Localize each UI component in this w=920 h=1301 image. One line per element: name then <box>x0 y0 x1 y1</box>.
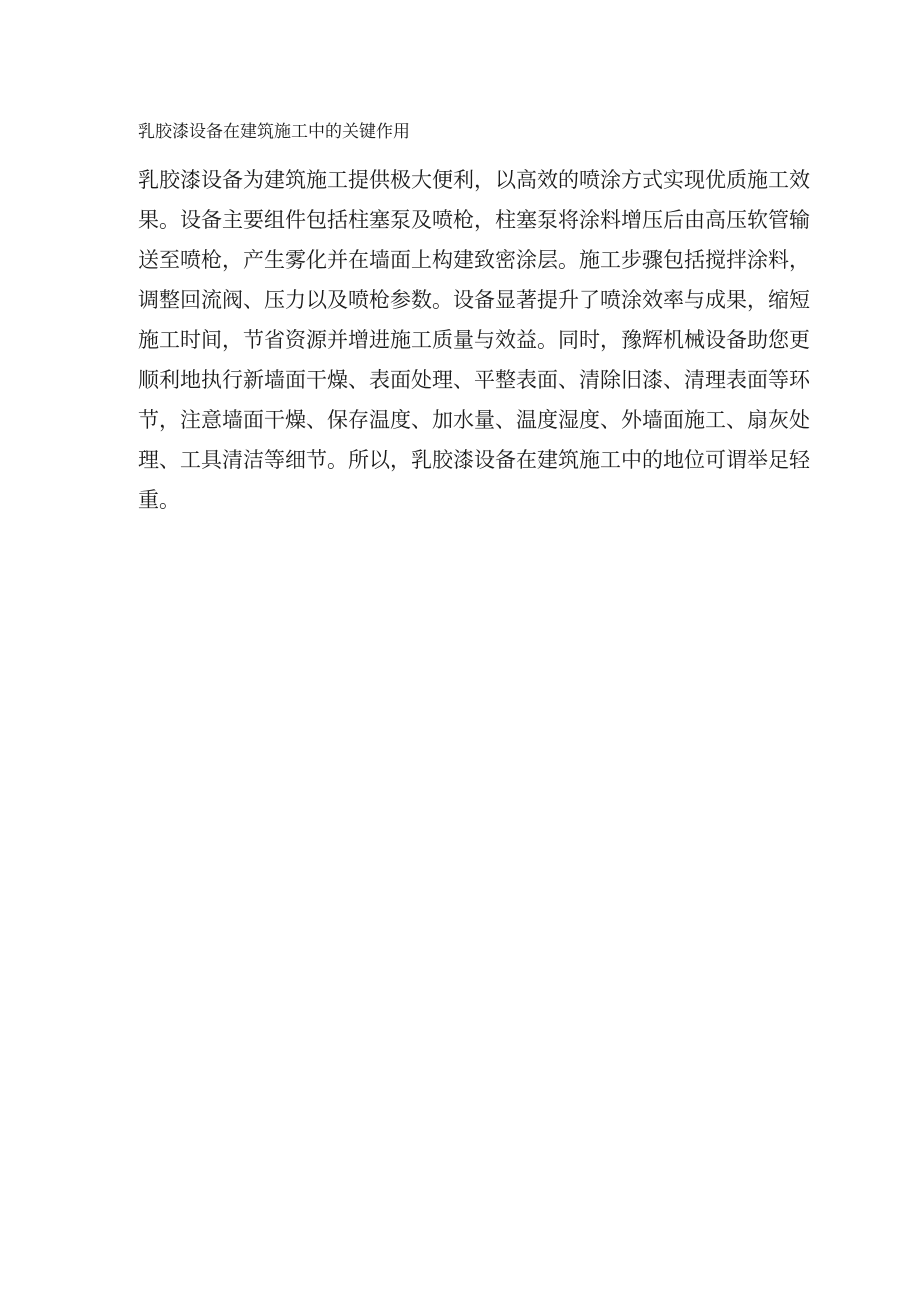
body-line: 果。设备主要组件包括柱塞泵及喷枪，柱塞泵将涂料增压后由高压软管输 <box>138 208 810 232</box>
body-line: 调整回流阀、压力以及喷枪参数。设备显著提升了喷涂效率与成果，缩短 <box>138 288 810 312</box>
body-line: 重。 <box>138 488 180 512</box>
body-line: 乳胶漆设备为建筑施工提供极大便利，以高效的喷涂方式实现优质施工效 <box>138 168 810 192</box>
document-title: 乳胶漆设备在建筑施工中的关键作用 <box>138 122 410 142</box>
body-line: 施工时间，节省资源并增进施工质量与效益。同时，豫辉机械设备助您更 <box>138 328 810 352</box>
document-body <box>138 160 810 520</box>
body-line: 节，注意墙面干燥、保存温度、加水量、温度湿度、外墙面施工、扇灰处 <box>138 408 810 432</box>
body-line: 理、工具清洁等细节。所以，乳胶漆设备在建筑施工中的地位可谓举足轻 <box>138 448 810 472</box>
body-line: 顺利地执行新墙面干燥、表面处理、平整表面、清除旧漆、清理表面等环 <box>138 368 810 392</box>
body-line: 送至喷枪，产生雾化并在墙面上构建致密涂层。施工步骤包括搅拌涂料， <box>138 248 810 272</box>
